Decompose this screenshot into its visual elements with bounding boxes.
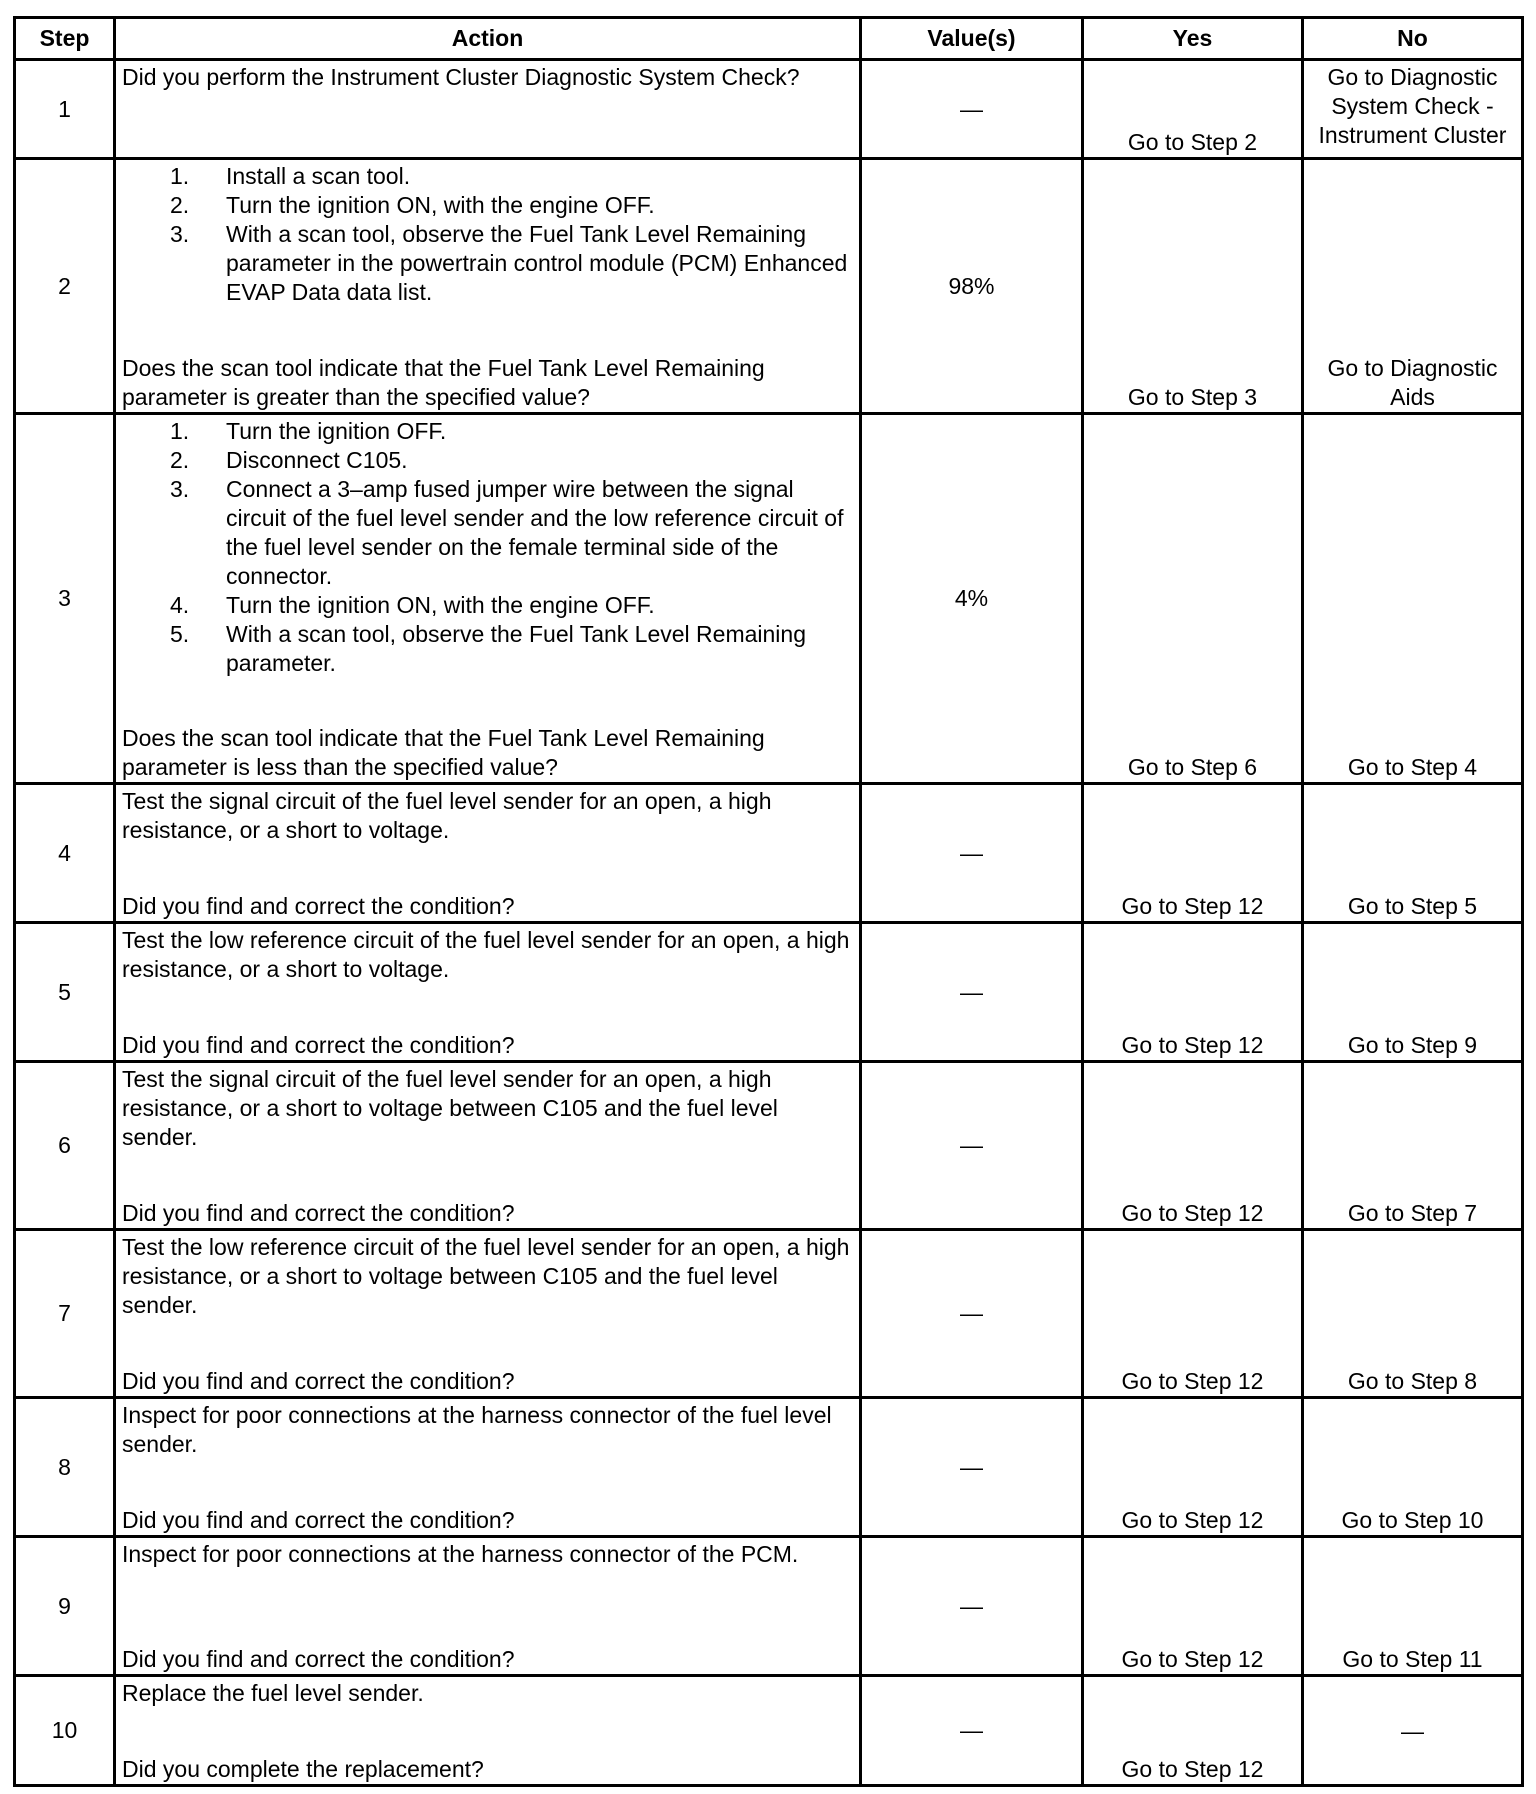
step-number: 9 xyxy=(15,1537,115,1676)
header-step: Step xyxy=(15,18,115,60)
yes-cell: Go to Step 12 xyxy=(1083,1676,1303,1786)
header-row xyxy=(15,18,1523,60)
table-row xyxy=(15,414,1523,784)
value-cell: — xyxy=(861,923,1083,1062)
action-question: Did you find and correct the condition? xyxy=(122,1368,515,1394)
list-item: 5. With a scan tool, observe the Fuel Tank Level Remaining parameter. xyxy=(170,621,806,676)
list-item: 2. Turn the ignition ON, with the engine OFF. xyxy=(170,192,655,218)
step-number: 8 xyxy=(15,1398,115,1537)
no-cell: Go to Step 5 xyxy=(1303,784,1523,923)
action-steps xyxy=(122,162,853,307)
action-text: Did you perform the Instrument Cluster Diagnostic System Check? xyxy=(122,64,800,90)
action-text: Test the signal circuit of the fuel level sender for an open, a high resistance, or a short to voltage between C105 and the fuel level sender. xyxy=(122,1066,778,1150)
action-cell xyxy=(115,784,861,923)
table-row xyxy=(15,1230,1523,1398)
action-cell xyxy=(115,414,861,784)
table-row xyxy=(15,923,1523,1062)
action-question: Does the scan tool indicate that the Fuel Tank Level Remaining parameter is less than the specified value? xyxy=(122,725,765,780)
list-item: 3. With a scan tool, observe the Fuel Tank Level Remaining parameter in the powertrain control module (PCM) Enhanced EVAP Data data list. xyxy=(170,221,848,305)
step-number: 4 xyxy=(15,784,115,923)
yes-cell: Go to Step 12 xyxy=(1083,923,1303,1062)
table-row xyxy=(15,1676,1523,1786)
table-row xyxy=(15,1398,1523,1537)
action-cell xyxy=(115,1537,861,1676)
action-steps xyxy=(122,417,853,678)
action-text: Inspect for poor connections at the harness connector of the PCM. xyxy=(122,1541,799,1567)
value-cell: — xyxy=(861,60,1083,159)
table-row xyxy=(15,1537,1523,1676)
no-cell: — xyxy=(1303,1676,1523,1786)
action-cell xyxy=(115,923,861,1062)
no-cell: Go to Step 10 xyxy=(1303,1398,1523,1537)
action-question: Did you find and correct the condition? xyxy=(122,1200,515,1226)
header-values: Value(s) xyxy=(861,18,1083,60)
list-item: 1. Install a scan tool. xyxy=(170,163,411,189)
action-text: Test the low reference circuit of the fuel level sender for an open, a high resistance, or a short to voltage. xyxy=(122,927,850,982)
action-text: Test the low reference circuit of the fuel level sender for an open, a high resistance, or a short to voltage between C105 and the fuel level sender. xyxy=(122,1234,850,1318)
action-question: Did you find and correct the condition? xyxy=(122,893,515,919)
list-item: 4. Turn the ignition ON, with the engine OFF. xyxy=(170,592,655,618)
yes-cell: Go to Step 3 xyxy=(1083,159,1303,414)
header-yes: Yes xyxy=(1083,18,1303,60)
list-item: 3. Connect a 3–amp fused jumper wire between the signal circuit of the fuel level sender and the low reference circuit of the fuel level sender on the female terminal side of the connector. xyxy=(170,476,844,589)
value-cell: — xyxy=(861,1676,1083,1786)
action-text: Replace the fuel level sender. xyxy=(122,1680,424,1706)
diagnostic-table xyxy=(13,16,1524,1787)
step-number: 3 xyxy=(15,414,115,784)
table-row xyxy=(15,1062,1523,1230)
no-cell: Go to Step 8 xyxy=(1303,1230,1523,1398)
value-cell: — xyxy=(861,1398,1083,1537)
action-text: Inspect for poor connections at the harness connector of the fuel level sender. xyxy=(122,1402,832,1457)
value-cell: — xyxy=(861,1230,1083,1398)
list-item: 2. Disconnect C105. xyxy=(170,447,408,473)
value-cell: — xyxy=(861,1062,1083,1230)
yes-cell: Go to Step 6 xyxy=(1083,414,1303,784)
step-number: 10 xyxy=(15,1676,115,1786)
action-question: Did you find and correct the condition? xyxy=(122,1032,515,1058)
yes-cell: Go to Step 12 xyxy=(1083,1537,1303,1676)
action-question: Does the scan tool indicate that the Fuel Tank Level Remaining parameter is greater than the specified value? xyxy=(122,355,765,410)
action-text: Test the signal circuit of the fuel level sender for an open, a high resistance, or a short to voltage. xyxy=(122,788,772,843)
value-cell: 4% xyxy=(861,414,1083,784)
table-row xyxy=(15,159,1523,414)
step-number: 1 xyxy=(15,60,115,159)
no-cell: Go to Step 11 xyxy=(1303,1537,1523,1676)
no-cell: Go to Step 9 xyxy=(1303,923,1523,1062)
table-row xyxy=(15,784,1523,923)
no-cell: Go to Step 4 xyxy=(1303,414,1523,784)
step-number: 2 xyxy=(15,159,115,414)
action-cell xyxy=(115,60,861,159)
action-cell xyxy=(115,159,861,414)
yes-cell: Go to Step 12 xyxy=(1083,1230,1303,1398)
action-question: Did you complete the replacement? xyxy=(122,1756,484,1782)
step-number: 7 xyxy=(15,1230,115,1398)
yes-cell: Go to Step 12 xyxy=(1083,1062,1303,1230)
step-number: 6 xyxy=(15,1062,115,1230)
action-cell xyxy=(115,1676,861,1786)
yes-cell: Go to Step 12 xyxy=(1083,1398,1303,1537)
action-cell xyxy=(115,1230,861,1398)
no-cell: Go to Step 7 xyxy=(1303,1062,1523,1230)
action-cell xyxy=(115,1062,861,1230)
yes-cell: Go to Step 12 xyxy=(1083,784,1303,923)
action-cell xyxy=(115,1398,861,1537)
yes-cell: Go to Step 2 xyxy=(1083,60,1303,159)
header-action: Action xyxy=(115,18,861,60)
value-cell: — xyxy=(861,784,1083,923)
header-no: No xyxy=(1303,18,1523,60)
no-cell: Go to Diagnostic System Check - Instrument Cluster xyxy=(1303,60,1523,159)
action-question: Did you find and correct the condition? xyxy=(122,1646,515,1672)
no-cell: Go to Diagnostic Aids xyxy=(1303,159,1523,414)
step-number: 5 xyxy=(15,923,115,1062)
value-cell: — xyxy=(861,1537,1083,1676)
value-cell: 98% xyxy=(861,159,1083,414)
table-row xyxy=(15,60,1523,159)
action-question: Did you find and correct the condition? xyxy=(122,1507,515,1533)
list-item: 1. Turn the ignition OFF. xyxy=(170,418,447,444)
